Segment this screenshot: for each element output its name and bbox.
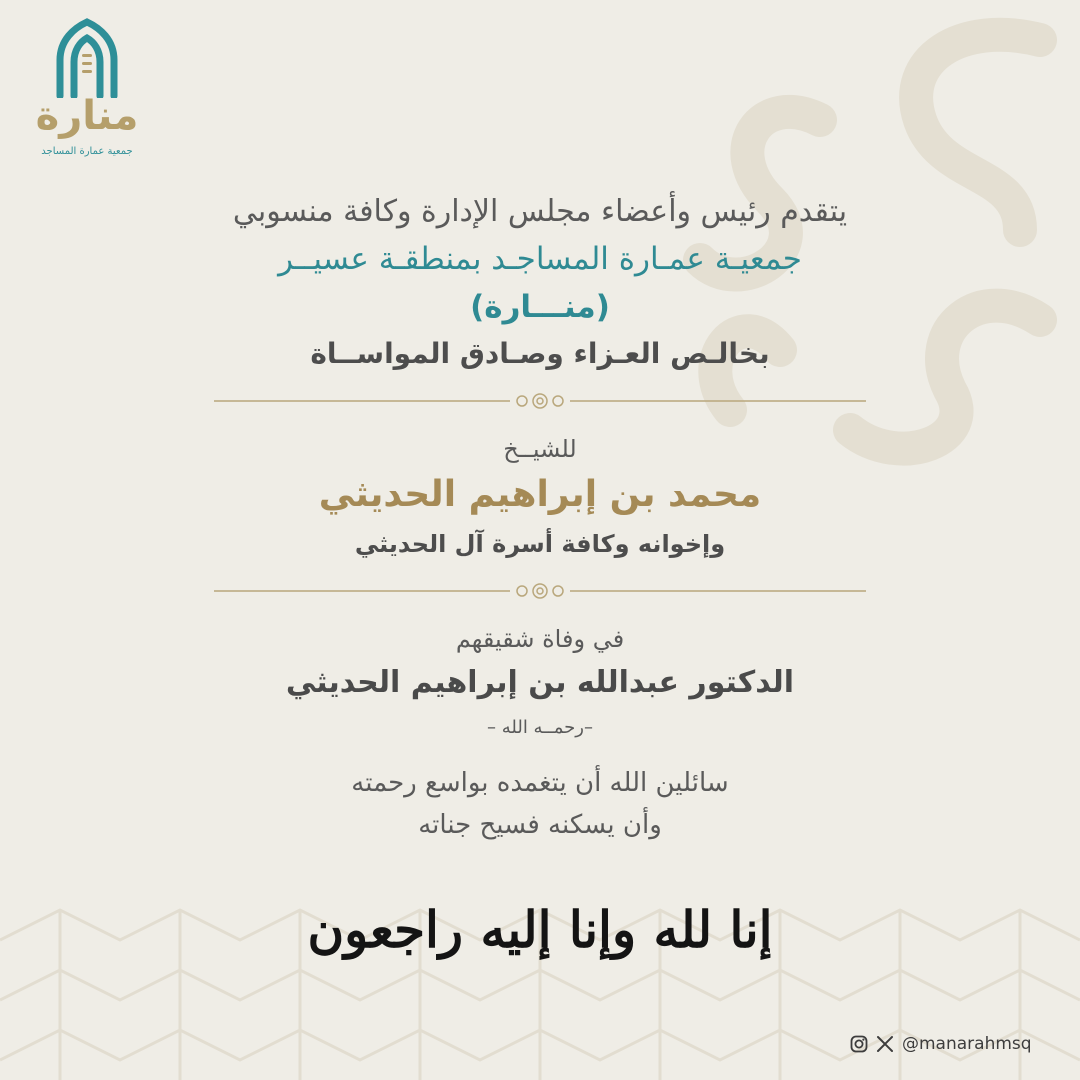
x-icon[interactable]	[876, 1035, 894, 1053]
logo-subtitle: جمعية عمارة المساجد	[41, 146, 133, 157]
recipient-prefix: للشيــخ	[503, 435, 577, 463]
prayer-line-2: وأن يسكنه فسيح جناته	[418, 810, 662, 840]
mosque-arch-icon	[22, 18, 152, 98]
mercy-phrase: –رحمــه الله –	[487, 717, 593, 738]
quran-verse-calligraphy: إنا لله وإنا إليه راجعون	[307, 900, 773, 959]
deceased-name: الدكتور عبدالله بن إبراهيم الحديثي	[285, 665, 795, 700]
condolence-message	[200, 190, 880, 846]
intro-line-1: يتقدم رئيس وأعضاء مجلس الإدارة وكافة منسوبي	[232, 194, 848, 229]
ornamental-divider	[214, 576, 866, 606]
social-handle[interactable]: @manarahmsq	[902, 1034, 1032, 1054]
brand-logo	[22, 18, 152, 158]
intro-line-3: (منـــارة)	[470, 289, 610, 325]
recipient-name: محمد بن إبراهيم الحديثي	[318, 474, 762, 515]
prayer-line-1: سائلين الله أن يتغمده بواسع رحمته	[351, 768, 729, 798]
instagram-icon[interactable]	[850, 1035, 868, 1053]
social-footer	[850, 1030, 1032, 1058]
ornamental-divider	[214, 386, 866, 416]
intro-line-4: بخالـص العـزاء وصـادق المواســاة	[310, 337, 770, 370]
death-notice-label: في وفاة شقيقهم	[455, 625, 625, 653]
recipient-family: وإخوانه وكافة أسرة آل الحديثي	[354, 530, 726, 558]
intro-line-2: جمعيـة عمـارة المساجـد بمنطقـة عسيــر	[278, 241, 802, 277]
logo-wordmark: منارة	[35, 93, 139, 139]
